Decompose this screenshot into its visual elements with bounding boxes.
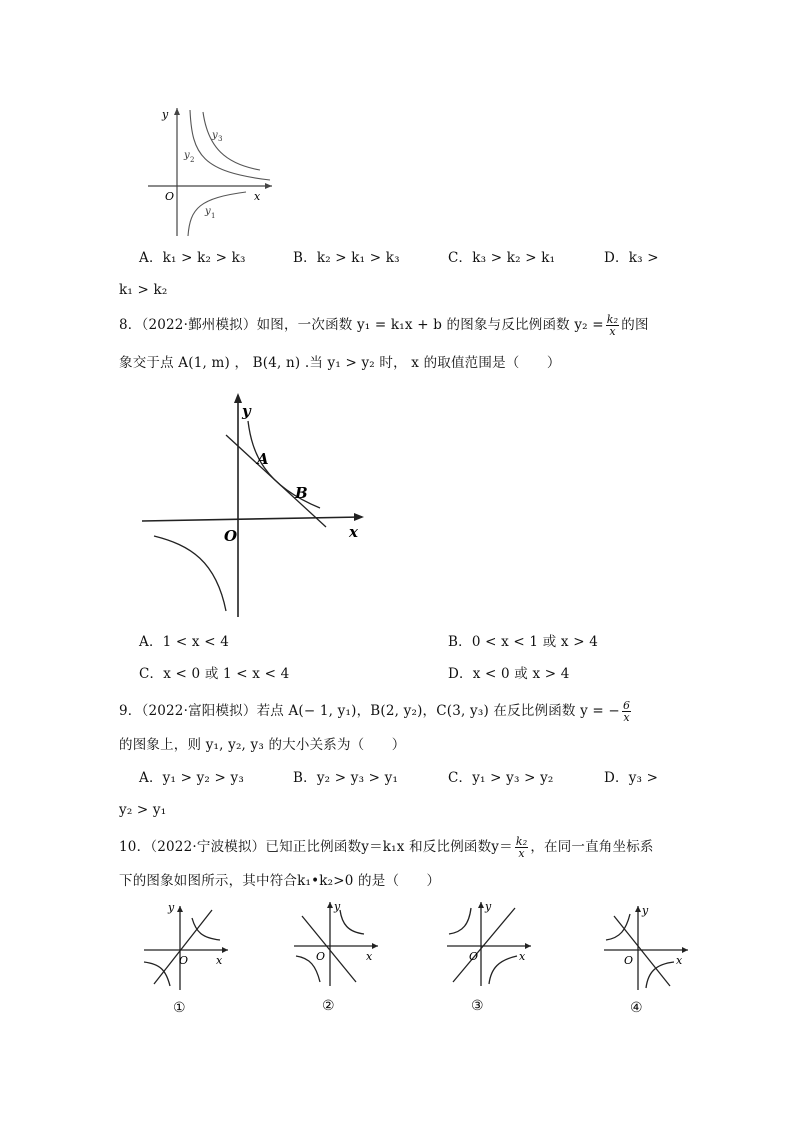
q7-curve3-sub: 3 — [218, 135, 223, 143]
q8-question-line1 — [119, 314, 649, 337]
q10-text-b: ，在同一直角坐标系 — [530, 839, 654, 855]
q8-option-c[interactable]: C．x < 0 或 1 < x < 4 — [139, 666, 290, 682]
q10-g4-x-label: x — [676, 954, 683, 967]
q10-g3-y-label: y — [485, 900, 492, 913]
q7-curve1-sub: 1 — [211, 212, 216, 220]
q9-frac-den: x — [623, 711, 630, 724]
q10-frac-den: x — [518, 847, 525, 860]
q7-option-d[interactable]: D．k₃ > — [604, 250, 659, 266]
q10-g1-y-label: y — [168, 901, 175, 914]
q8-option-a[interactable]: A．1 < x < 4 — [139, 634, 230, 650]
q10-graph-1-label: ① — [173, 1000, 186, 1016]
q8-point-b-label: B — [295, 484, 308, 502]
q8-graph — [140, 385, 370, 620]
q8-origin-label: O — [224, 527, 238, 545]
q9-option-b[interactable]: B．y₂ > y₃ > y₁ — [293, 770, 399, 786]
q9-fraction — [622, 700, 631, 723]
q9-option-d[interactable]: D．y₃ > — [604, 770, 659, 786]
q10-g2-origin: O — [316, 950, 326, 963]
q9-frac-num: 6 — [622, 699, 631, 712]
q7-option-b[interactable]: B．k₂ > k₁ > k₃ — [293, 250, 400, 266]
q10-graph-4[interactable] — [600, 902, 690, 992]
q8-question-line2: 象交于点 A(1, m) ， B(4, n) .当 y₁ > y₂ 时， x 的取值范围是（ ） — [119, 355, 561, 371]
q7-curve2-sub: 2 — [190, 156, 195, 164]
q7-option-c[interactable]: C．k₃ > k₂ > k₁ — [448, 250, 556, 266]
q10-graph-2-label: ② — [322, 998, 335, 1014]
q8-fraction — [606, 314, 619, 337]
q10-graph-3[interactable] — [443, 898, 533, 988]
q8-frac-num: k₂ — [606, 313, 619, 326]
q8-x-axis-label: x — [349, 523, 358, 541]
q8-point-a-label: A — [257, 450, 269, 468]
q10-g2-y-label: y — [334, 900, 341, 913]
q8-option-d[interactable]: D．x < 0 或 x > 4 — [448, 666, 570, 682]
q10-question-line1 — [119, 836, 654, 859]
q10-text-a: 10．（2022·宁波模拟）已知正比例函数y＝k₁x 和反比例函数y＝ — [119, 839, 513, 855]
q7-curve3-label: y — [212, 130, 218, 141]
q7-x-axis-label: x — [254, 190, 261, 203]
q10-g4-origin: O — [624, 954, 634, 967]
q10-question-line2: 下的图象如图所示，其中符合k₁•k₂>0 的是（ ） — [119, 873, 441, 889]
q9-question-line1 — [119, 700, 633, 723]
q10-g4-y-label: y — [642, 904, 649, 917]
q10-frac-num: k₂ — [515, 835, 528, 848]
q7-option-a[interactable]: A．k₁ > k₂ > k₃ — [139, 250, 246, 266]
q9-option-a[interactable]: A．y₁ > y₂ > y₃ — [139, 770, 244, 786]
q9-question-line2: 的图象上，则 y₁, y₂, y₃ 的大小关系为（ ） — [119, 737, 406, 753]
q10-graph-2[interactable] — [290, 898, 380, 988]
q10-graph-3-label: ③ — [471, 998, 484, 1014]
q7-curve1-label: y — [205, 206, 211, 217]
q7-origin-label: O — [165, 190, 175, 203]
q9-option-c[interactable]: C．y₁ > y₃ > y₂ — [448, 770, 554, 786]
q8-text-b: 的图 — [621, 317, 649, 333]
q10-g1-x-label: x — [216, 954, 223, 967]
q10-g3-x-label: x — [519, 950, 526, 963]
q10-g2-x-label: x — [366, 950, 373, 963]
q10-graph-1[interactable] — [140, 902, 230, 992]
q8-option-b[interactable]: B．0 < x < 1 或 x > 4 — [448, 634, 598, 650]
q8-y-axis-label: y — [242, 402, 251, 420]
q10-graph-4-label: ④ — [630, 1000, 643, 1016]
q7-y-axis-label: y — [162, 108, 169, 121]
q10-fraction — [515, 836, 528, 859]
q7-option-d-continued: k₁ > k₂ — [119, 282, 168, 298]
q10-g3-origin: O — [469, 950, 479, 963]
q7-graph — [140, 100, 280, 240]
q7-curve2-label: y — [184, 150, 190, 161]
q8-frac-den: x — [609, 325, 616, 338]
q9-option-d-continued: y₂ > y₁ — [119, 802, 167, 818]
q9-text-a: 9．（2022·富阳模拟）若点 A(− 1, y₁)，B(2, y₂)，C(3, y₃) 在反比例函数 y = − — [119, 703, 620, 719]
q10-g1-origin: O — [179, 954, 189, 967]
q8-text-a: 8．（2022·鄞州模拟）如图，一次函数 y₁ = k₁x + b 的图象与反比例函数 y₂ = — [119, 317, 604, 333]
